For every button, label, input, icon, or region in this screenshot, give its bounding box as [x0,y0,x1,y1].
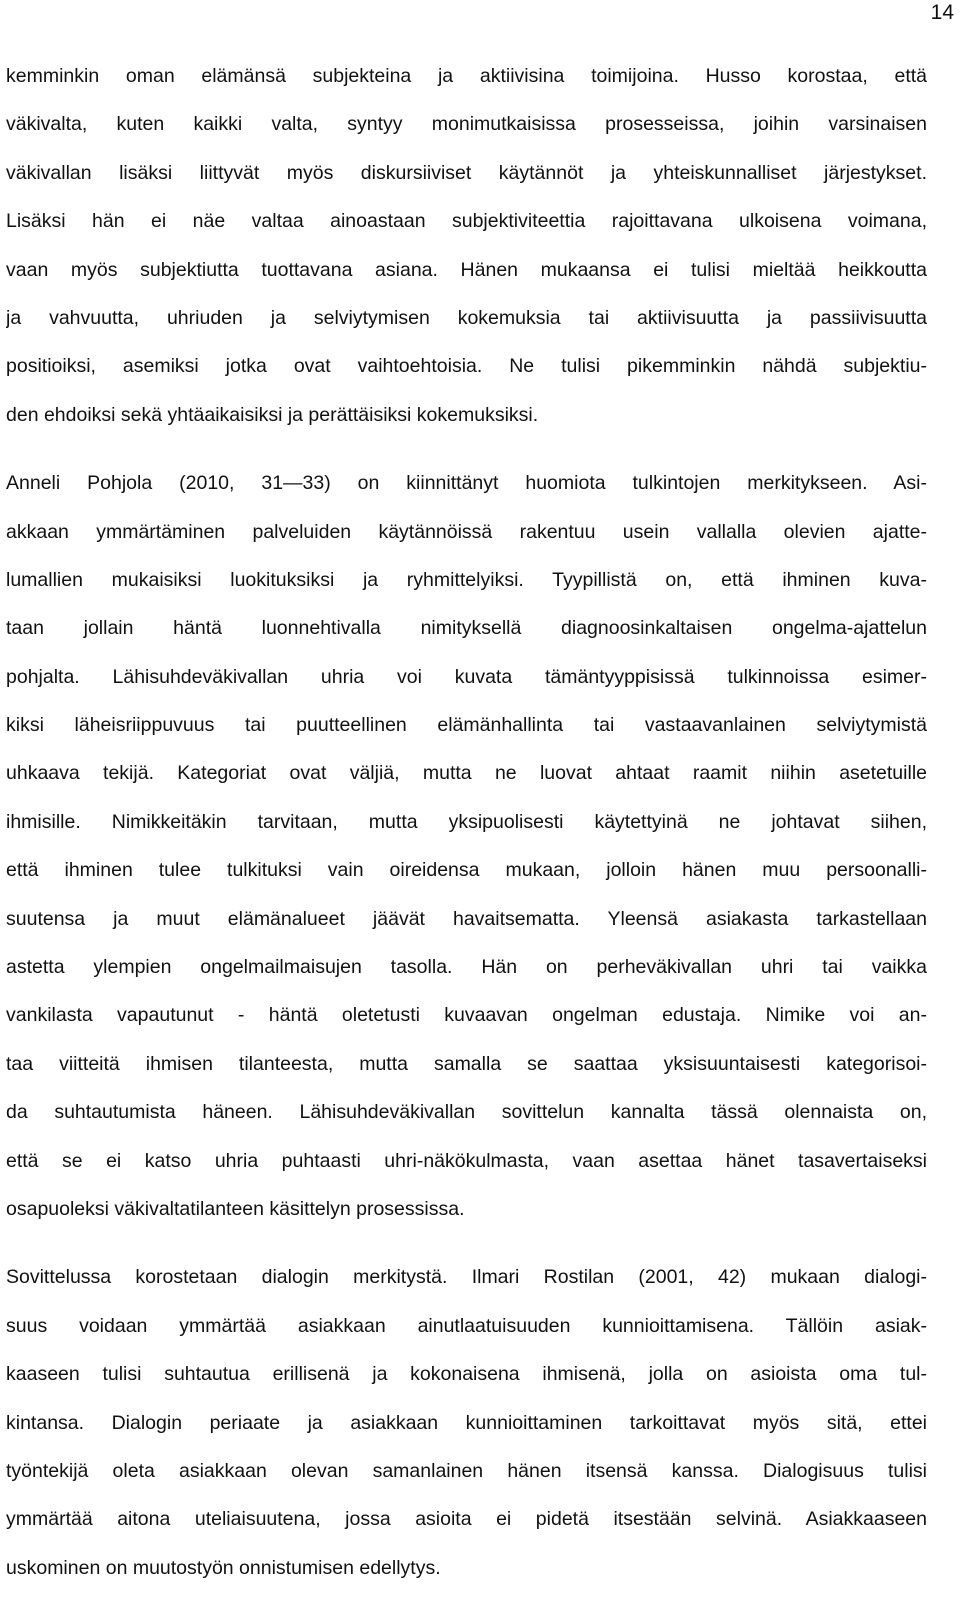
paragraph [6,459,927,1233]
text-line: pohjalta. Lähisuhdeväkivallan uhria voi kuvata tämäntyyppisissä tulkinnoissa esimer- [6,665,927,688]
text-line: että se ei katso uhria puhtaasti uhri-näkökulmasta, vaan asettaa hänet tasavertaiseksi [6,1149,927,1172]
text-line: vaan myös subjektiutta tuottavana asiana. Hänen mukaansa ei tulisi mieltää heikkoutta [6,258,927,281]
text-line: Anneli Pohjola (2010, 31—33) on kiinnittänyt huomiota tulkintojen merkitykseen. Asi- [6,472,927,495]
text-line: väkivallan lisäksi liittyvät myös diskursiiviset käytännöt ja yhteiskunnalliset järjestykset. [6,161,927,184]
text-line: taan jollain häntä luonnehtivalla nimityksellä diagnoosinkaltaisen ongelma-ajattelun [6,617,927,640]
text-line: ymmärtää aitona uteliaisuutena, jossa asioita ei pidetä itsestään selvinä. Asiakkaaseen [6,1508,927,1531]
text-line: suus voidaan ymmärtää asiakkaan ainutlaatuisuuden kunnioittamisena. Tällöin asiak- [6,1314,927,1337]
text-line: kaaseen tulisi suhtautua erillisenä ja kokonaisena ihmisenä, jolla on asioista oma tul- [6,1363,927,1386]
text-line: akkaan ymmärtäminen palveluiden käytännöissä rakentuu usein vallalla olevien ajatte- [6,520,927,543]
text-line: väkivalta, kuten kaikki valta, syntyy monimutkaisissa prosesseissa, joihin varsinaisen [6,113,927,136]
page-number: 14 [930,1,954,24]
text-line: Lisäksi hän ei näe valtaa ainoastaan subjektiviteettia rajoittavana ulkoisena voimana, [6,210,927,233]
text-line: uhkaava tekijä. Kategoriat ovat väljiä, mutta ne luovat ahtaat raamit niihin asetetuille [6,762,927,785]
text-line: astetta ylempien ongelmailmaisujen tasolla. Hän on perheväkivallan uhri tai vaikka [6,956,927,979]
text-line: osapuoleksi väkivaltatilanteen käsittelyn prosessissa. [6,1197,465,1220]
text-line: kintansa. Dialogin periaate ja asiakkaan kunnioittaminen tarkoittavat myös sitä, ettei [6,1411,927,1434]
text-line: ihmisille. Nimikkeitäkin tarvitaan, mutta yksipuolisesti käytettyinä ne johtavat siihen, [6,810,927,833]
text-line: kiksi läheisriippuvuus tai puutteellinen elämänhallinta tai vastaavanlainen selviytymistä [6,714,927,737]
text-line: lumallien mukaisiksi luokituksiksi ja ryhmittelyiksi. Tyypillistä on, että ihminen kuva- [6,568,927,591]
paragraph-gap [6,1233,927,1253]
paragraph [6,1253,927,1592]
text-line: taa viitteitä ihmisen tilanteesta, mutta samalla se saattaa yksisuuntaisesti kategorisoi- [6,1052,927,1075]
text-line: ja vahvuutta, uhriuden ja selviytymisen kokemuksia tai aktiivisuutta ja passiivisuutta [6,306,927,329]
text-line: kemminkin oman elämänsä subjekteina ja aktiivisina toimijoina. Husso korostaa, että [6,65,927,87]
body-text [6,52,927,1592]
text-line: Sovittelussa korostetaan dialogin merkitystä. Ilmari Rostilan (2001, 42) mukaan dialogi- [6,1266,927,1289]
text-line: vankilasta vapautunut - häntä oletetusti kuvaavan ongelman edustaja. Nimike voi an- [6,1004,927,1027]
paragraph [6,52,927,439]
text-line: uskominen on muutostyön onnistumisen edellytys. [6,1556,441,1579]
text-line: suutensa ja muut elämänalueet jäävät havaitsematta. Yleensä asiakasta tarkastellaan [6,907,927,930]
text-line: da suhtautumista häneen. Lähisuhdeväkivallan sovittelun kannalta tässä olennaista on, [6,1101,927,1124]
paragraph-gap [6,439,927,459]
text-line: den ehdoiksi sekä yhtäaikaisiksi ja perättäisiksi kokemuksiksi. [6,403,539,426]
text-line: työntekijä oleta asiakkaan olevan samanlainen hänen itsensä kanssa. Dialogisuus tulisi [6,1459,927,1482]
text-line: että ihminen tulee tulkituksi vain oireidensa mukaan, jolloin hänen muu persoonalli- [6,859,927,882]
text-line: positioiksi, asemiksi jotka ovat vaihtoehtoisia. Ne tulisi pikemminkin nähdä subjektiu- [6,355,927,378]
